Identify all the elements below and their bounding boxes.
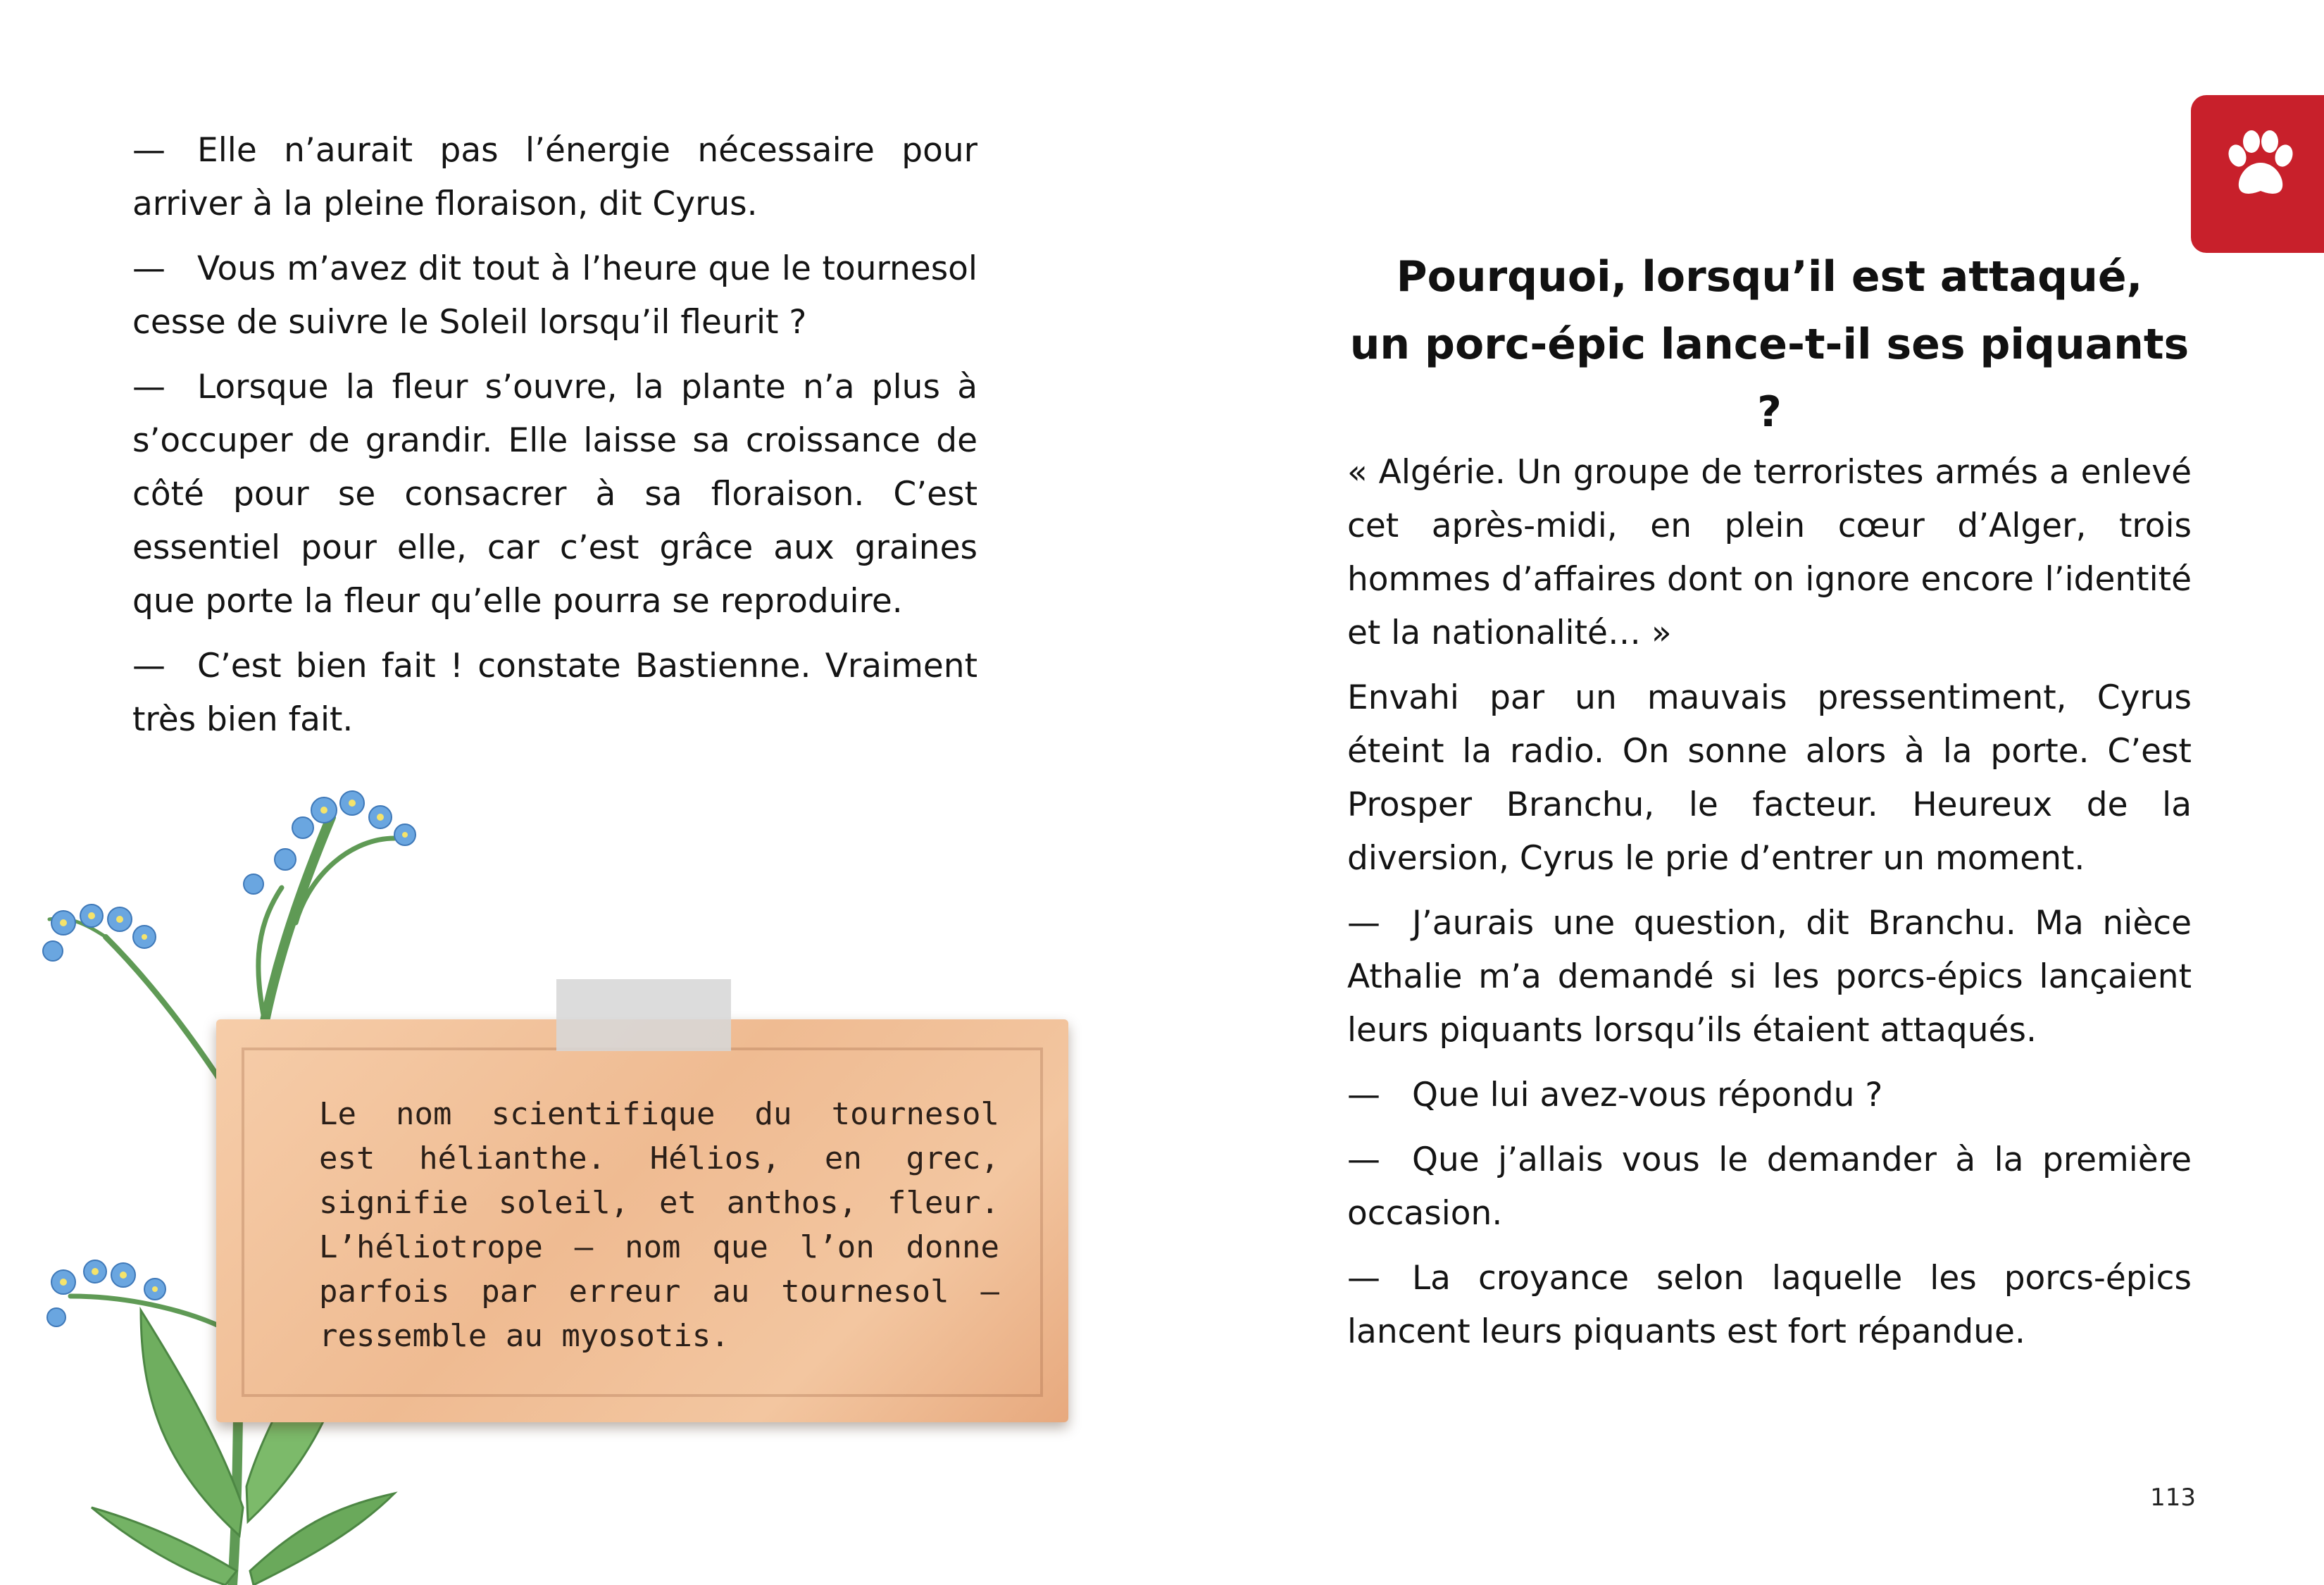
em-dash: — — [1347, 904, 1380, 943]
left-text-column — [132, 124, 977, 758]
paragraph — [132, 124, 977, 231]
em-dash: — — [1347, 1259, 1380, 1298]
note-line: ressemble au myosotis. — [319, 1318, 730, 1354]
note-text — [319, 1092, 999, 1358]
paragraph-text: Vous m’avez dit tout à l’heure que le tournesol cesse de suivre le Soleil lorsqu’il fleurit ? — [132, 249, 977, 342]
paragraph-text: « Algérie. Un groupe de terroristes armés a enlevé cet après-midi, en plein cœur d’Alger, trois hommes d’affaires dont on ignore encore l’identité et la nationalité… » — [1347, 453, 2192, 652]
right-page — [1162, 0, 2324, 1585]
paragraph — [132, 361, 977, 628]
note-line: Le nom scientifique du tournesol — [319, 1096, 999, 1132]
note-line: L’héliotrope – nom que l’on donne — [319, 1229, 999, 1265]
paragraph-text: Que lui avez-vous répondu ? — [1412, 1076, 1883, 1114]
paragraph-text: Lorsque la fleur s’ouvre, la plante n’a plus à s’occuper de grandir. Elle laisse sa croissance de côté pour se consacrer à sa floraison. C’est essentiel pour elle, car c’est grâce aux graines que porte la fleur qu’elle pourra se reproduire. — [132, 368, 977, 621]
note-line: signifie soleil, et anthos, fleur. — [319, 1185, 999, 1221]
note-line: est hélianthe. Hélios, en grec, — [319, 1140, 999, 1176]
paragraph-text: La croyance selon laquelle les porcs-épics lancent leurs piquants est fort répandue. — [1347, 1259, 2192, 1351]
em-dash: — — [132, 368, 165, 406]
em-dash: — — [1347, 1076, 1380, 1114]
paw-icon — [2222, 126, 2299, 204]
paragraph — [1347, 1133, 2192, 1241]
paragraph — [1347, 1252, 2192, 1359]
paragraph — [1347, 446, 2192, 660]
paragraph — [132, 640, 977, 747]
em-dash: — — [132, 249, 165, 288]
paragraph-text: Envahi par un mauvais pressentiment, Cyrus éteint la radio. On sonne alors à la porte. C’est Prosper Branchu, le facteur. Heureux de la diversion, Cyrus le prie d’entrer un moment. — [1347, 678, 2192, 878]
page-number: 113 — [2150, 1484, 2196, 1512]
paragraph-text: J’aurais une question, dit Branchu. Ma nièce Athalie m’a demandé si les porcs-épics lançaient leurs piquants lorsqu’ils étaient attaqués. — [1347, 904, 2192, 1050]
paragraph — [1347, 1069, 2192, 1122]
title-line-1: Pourquoi, lorsqu’il est attaqué, — [1396, 252, 2143, 302]
right-text-column — [1347, 446, 2192, 1370]
page-title — [1347, 243, 2192, 446]
section-tab — [2191, 95, 2324, 253]
paragraph-text: Elle n’aurait pas l’énergie nécessaire pour arriver à la pleine floraison, dit Cyrus. — [132, 131, 977, 223]
adhesive-tape — [556, 979, 731, 1051]
em-dash: — — [132, 131, 165, 170]
paragraph — [132, 242, 977, 349]
paragraph — [1347, 897, 2192, 1057]
paragraph-text: C’est bien fait ! constate Bastienne. Vraiment très bien fait. — [132, 647, 977, 739]
paragraph — [1347, 671, 2192, 885]
em-dash: — — [1347, 1140, 1380, 1179]
note-line: parfois par erreur au tournesol – — [319, 1274, 999, 1310]
em-dash: — — [132, 647, 165, 685]
paragraph-text: Que j’allais vous le demander à la première occasion. — [1347, 1140, 2192, 1233]
title-line-2: un porc-épic lance-t-il ses piquants ? — [1349, 320, 2189, 437]
